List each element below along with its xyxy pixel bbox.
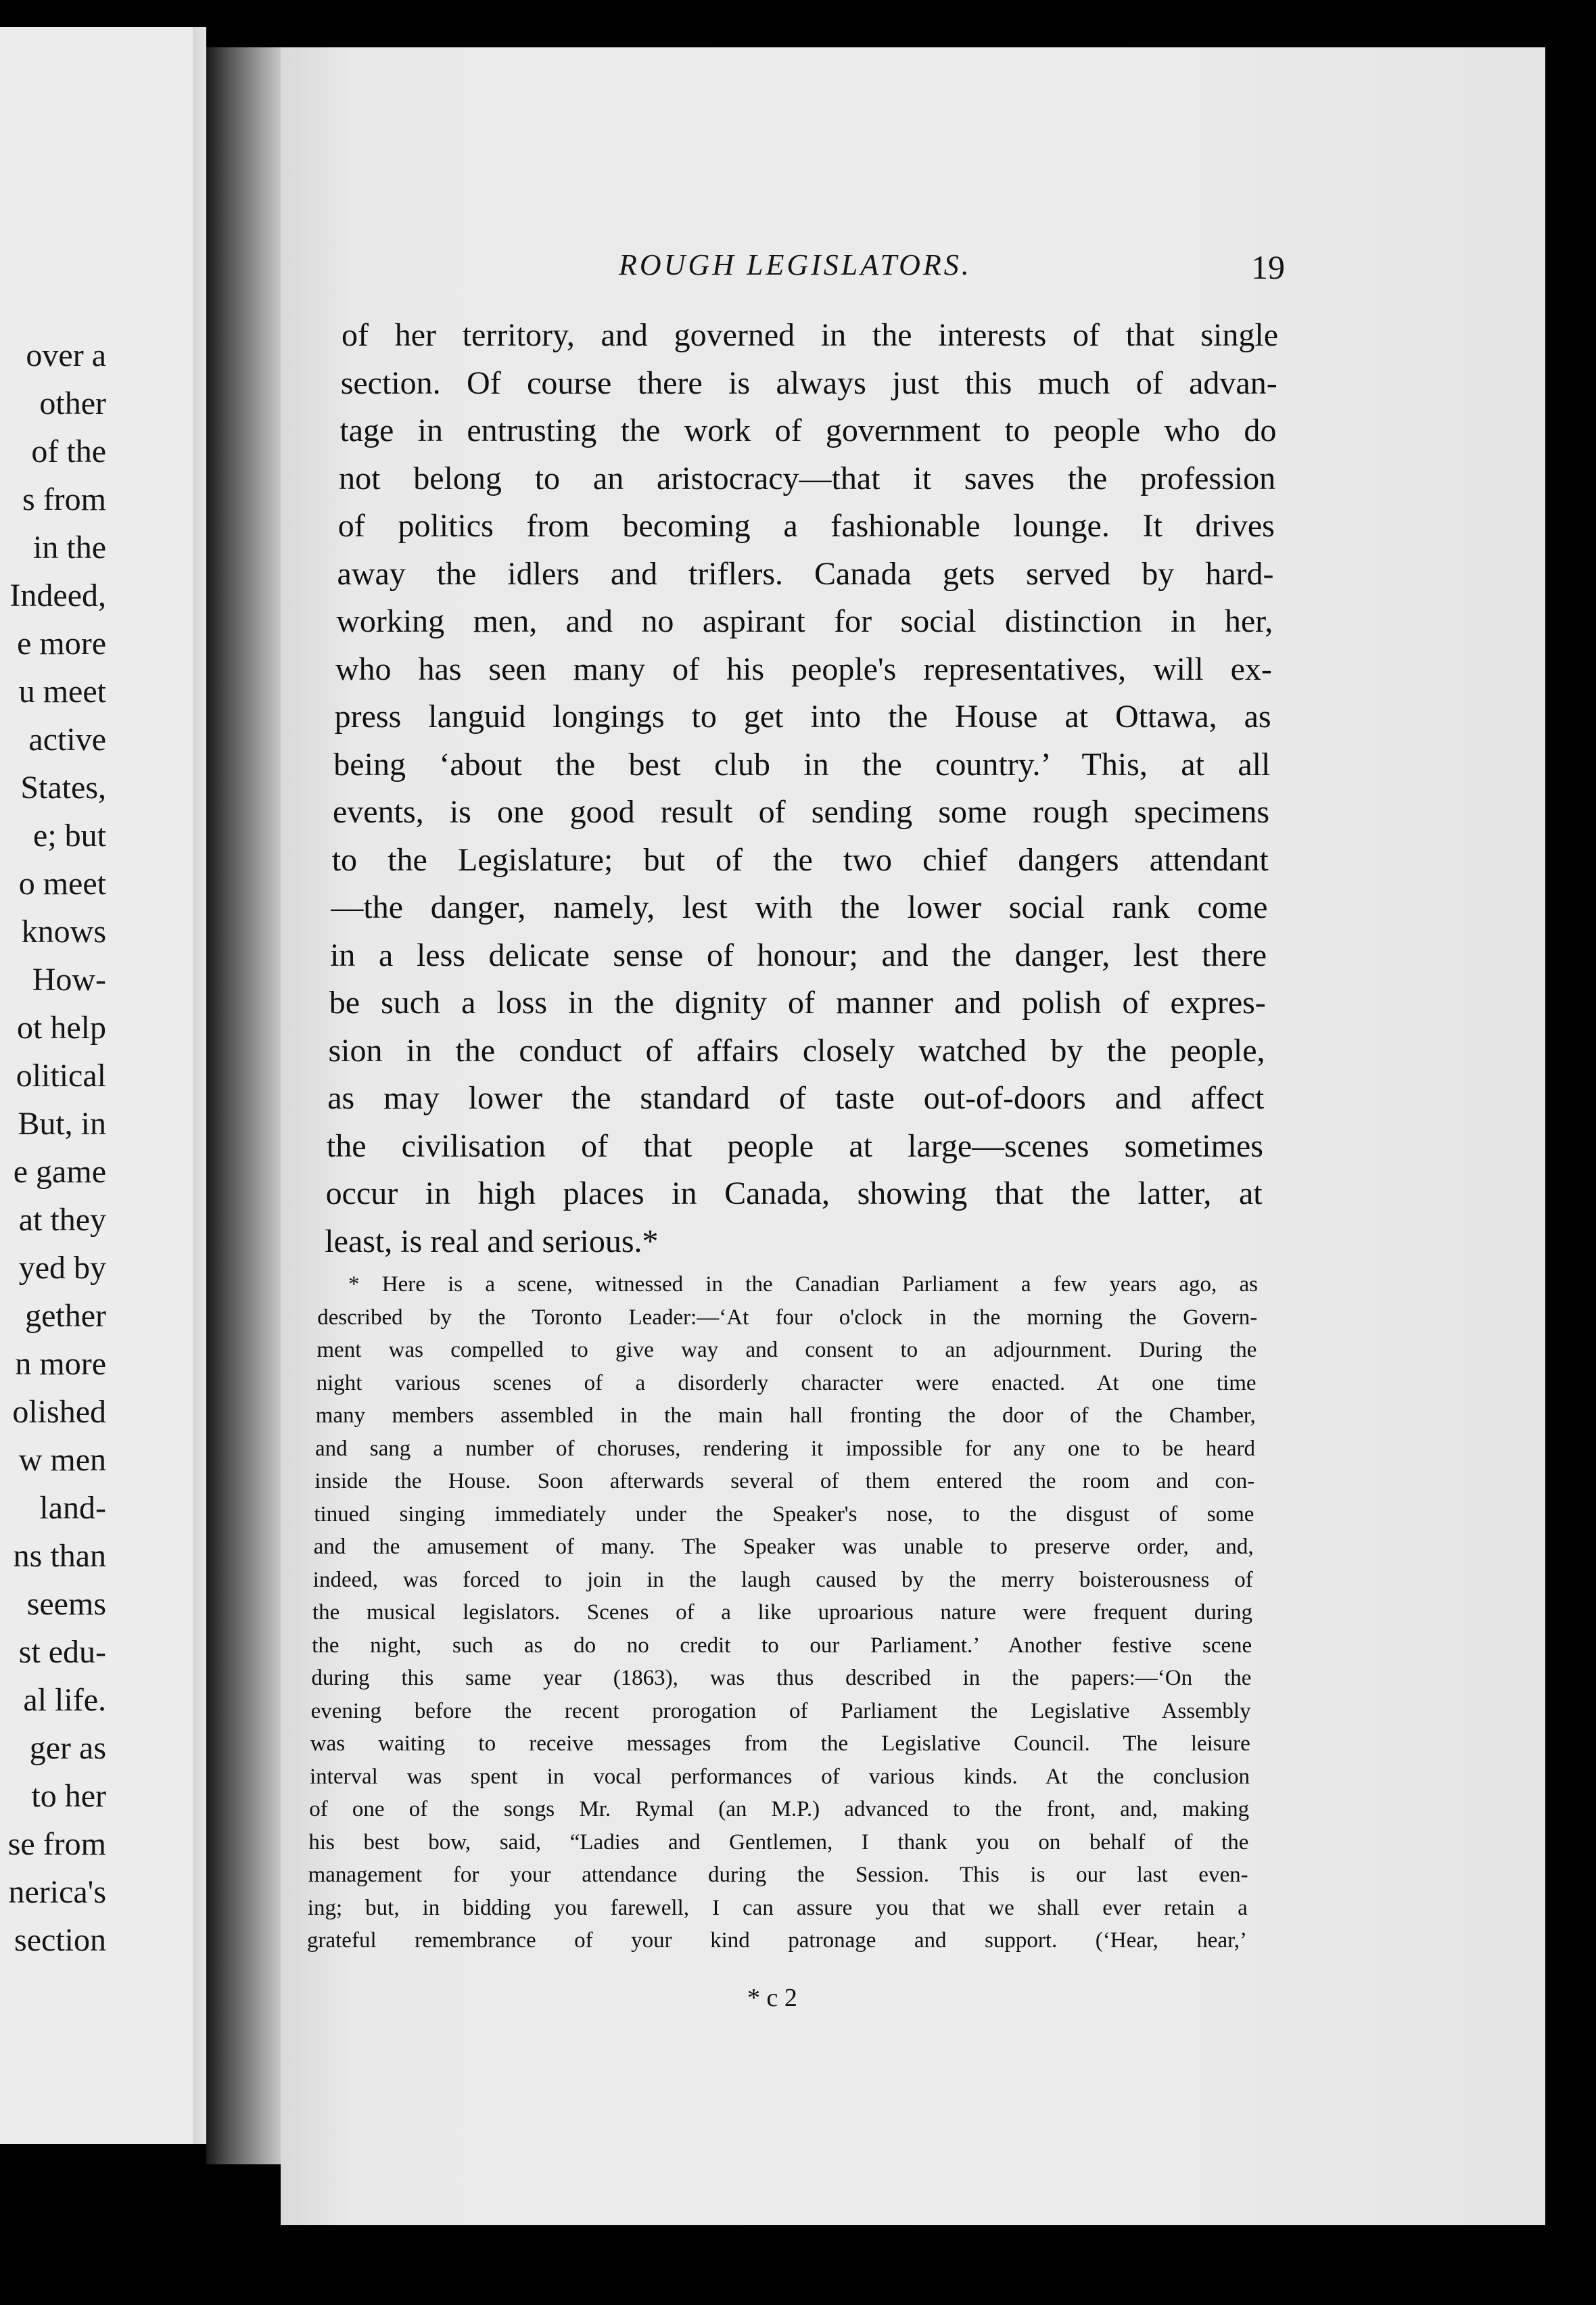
left-page-line: seems (26, 1586, 106, 1622)
body-line: events, is one good result of sending some rough specimens (333, 794, 1269, 830)
footnote-line: ing; but, in bidding you farewell, I can assure you that we shall ever retain a (307, 1895, 1248, 1920)
footnote-line: * Here is a scene, witnessed in the Canadian Parliament a few years ago, as (348, 1272, 1258, 1297)
body-line: not belong to an aristocracy—that it saves the profession (339, 460, 1276, 496)
left-page-line: n more (15, 1346, 106, 1382)
left-page-line: active (28, 722, 106, 758)
left-page-line: States, (20, 770, 106, 806)
footnote-line: night various scenes of a disorderly character were enacted. At one time (316, 1370, 1257, 1395)
footnote-line: the musical legislators. Scenes of a like uproarious nature were frequent during (312, 1600, 1252, 1625)
left-page-line: nerica's (8, 1874, 106, 1910)
left-page-line: in the (33, 530, 106, 565)
facing-page-left (0, 27, 193, 2144)
body-line: tage in entrusting the work of government to people who do (339, 413, 1277, 448)
left-page-line: w men (18, 1442, 106, 1478)
footnote-line: management for your attendance during the Session. This is our last even- (308, 1863, 1248, 1887)
left-page-line: to her (31, 1778, 106, 1814)
left-page-line: Indeed, (9, 578, 106, 613)
footnote-line: grateful remembrance of your kind patronage and support. (‘Hear, hear,’ (307, 1928, 1247, 1953)
body-line: section. Of course there is always just this much of advan- (340, 365, 1277, 401)
body-line: —the danger, namely, lest with the lower social rank come (331, 889, 1268, 925)
body-line: in a less delicate sense of honour; and the danger, lest there (330, 937, 1267, 973)
left-page-line: al life. (23, 1682, 106, 1718)
left-page-line: ger as (29, 1730, 106, 1766)
left-page-line: olitical (16, 1058, 106, 1094)
left-page-line: o meet (18, 866, 106, 902)
body-line: be such a loss in the dignity of manner and polish of expres- (329, 985, 1266, 1021)
left-page-line: e; but (33, 818, 106, 854)
body-line: to the Legislature; but of the two chief dangers attendant (331, 841, 1269, 878)
footnote-line: interval was spent in vocal performances of various kinds. At the conclusion (310, 1764, 1250, 1789)
body-line: of politics from becoming a fashionable lounge. It drives (337, 508, 1275, 544)
left-page-line: gether (25, 1298, 106, 1334)
footnote-line: ment was compelled to give way and consent to an adjournment. During the (316, 1338, 1257, 1362)
footnote-line: described by the Toronto Leader:—‘At four o'clock in the morning the Govern- (317, 1305, 1258, 1330)
footnote-line: the night, such as do no credit to our Parliament.’ Another festive scene (312, 1633, 1252, 1658)
left-page-line: at they (18, 1202, 106, 1238)
left-page-line: ot help (17, 1010, 106, 1046)
left-page-line: e game (13, 1154, 106, 1190)
left-page-line: olished (12, 1394, 106, 1430)
footnote-line: tinued singing immediately under the Speaker's nose, to the disgust of some (314, 1501, 1254, 1527)
left-page-line: u meet (18, 674, 106, 709)
signature-mark: * c 2 (747, 1984, 797, 2012)
running-head: ROUGH LEGISLATORS. (619, 248, 972, 281)
left-page-line: st edu- (18, 1634, 106, 1670)
left-page-line: of the (31, 434, 106, 469)
left-page-line: land- (39, 1490, 106, 1526)
body-line: least, is real and serious.* (325, 1223, 659, 1259)
footnote-line: of one of the songs Mr. Rymal (an M.P.) advanced to the front, and, making (309, 1797, 1250, 1821)
left-page-line: knows (21, 914, 106, 950)
footnote-line: and sang a number of choruses, rendering it impossible for any one to be heard (315, 1436, 1255, 1461)
left-page-line: How- (32, 962, 106, 998)
left-page-line: But, in (18, 1106, 106, 1142)
footnote-line: and the amusement of many. The Speaker was unable to preserve order, and, (313, 1535, 1254, 1559)
body-line: the civilisation of that people at large—scenes sometimes (326, 1127, 1263, 1164)
left-page-line: yed by (18, 1250, 106, 1286)
body-line: as may lower the standard of taste out-of-doors and affect (327, 1080, 1265, 1116)
body-line: being ‘about the best club in the country.’ This, at all (333, 746, 1271, 783)
left-page-line: se from (7, 1826, 106, 1862)
left-page-line: ns than (13, 1538, 106, 1574)
footnote-line: many members assembled in the main hall fronting the door of the Chamber, (315, 1403, 1256, 1428)
footnote-line: evening before the recent prorogation of Parliament the Legislative Assembly (310, 1698, 1251, 1723)
body-line: away the idlers and triflers. Canada gets served by hard- (337, 555, 1274, 592)
footnote-line: during this same year (1863), was thus described in the papers:—‘On the (311, 1666, 1252, 1690)
left-page-line: s from (22, 482, 106, 517)
page-gutter (193, 27, 206, 2144)
body-line: of her territory, and governed in the interests of that single (342, 317, 1278, 353)
body-line: press languid longings to get into the House at Ottawa, as (334, 699, 1271, 735)
page-number: 19 (1251, 248, 1285, 286)
footnote-line: inside the House. Soon afterwards several of them entered the room and con- (314, 1469, 1255, 1493)
left-page-line: e more (17, 626, 106, 661)
body-line: working men, and no aspirant for social distinction in her, (336, 603, 1273, 639)
binding-fold-shadow (206, 47, 281, 2164)
footnote-line: his best bow, said, “Ladies and Gentlemen, I thank you on behalf of the (308, 1830, 1249, 1855)
body-line: occur in high places in Canada, showing that the latter, at (325, 1175, 1263, 1211)
body-line: who has seen many of his people's representatives, will ex- (335, 651, 1272, 687)
left-page-line: over a (26, 337, 106, 373)
left-page-line: section (14, 1922, 106, 1958)
footnote-line: was waiting to receive messages from the Legislative Council. The leisure (310, 1731, 1250, 1756)
footnote-line: indeed, was forced to join in the laugh caused by the merry boisterousness of (312, 1567, 1253, 1592)
body-line: sion in the conduct of affairs closely watched by the people, (328, 1032, 1265, 1069)
left-page-line: other (39, 386, 106, 421)
